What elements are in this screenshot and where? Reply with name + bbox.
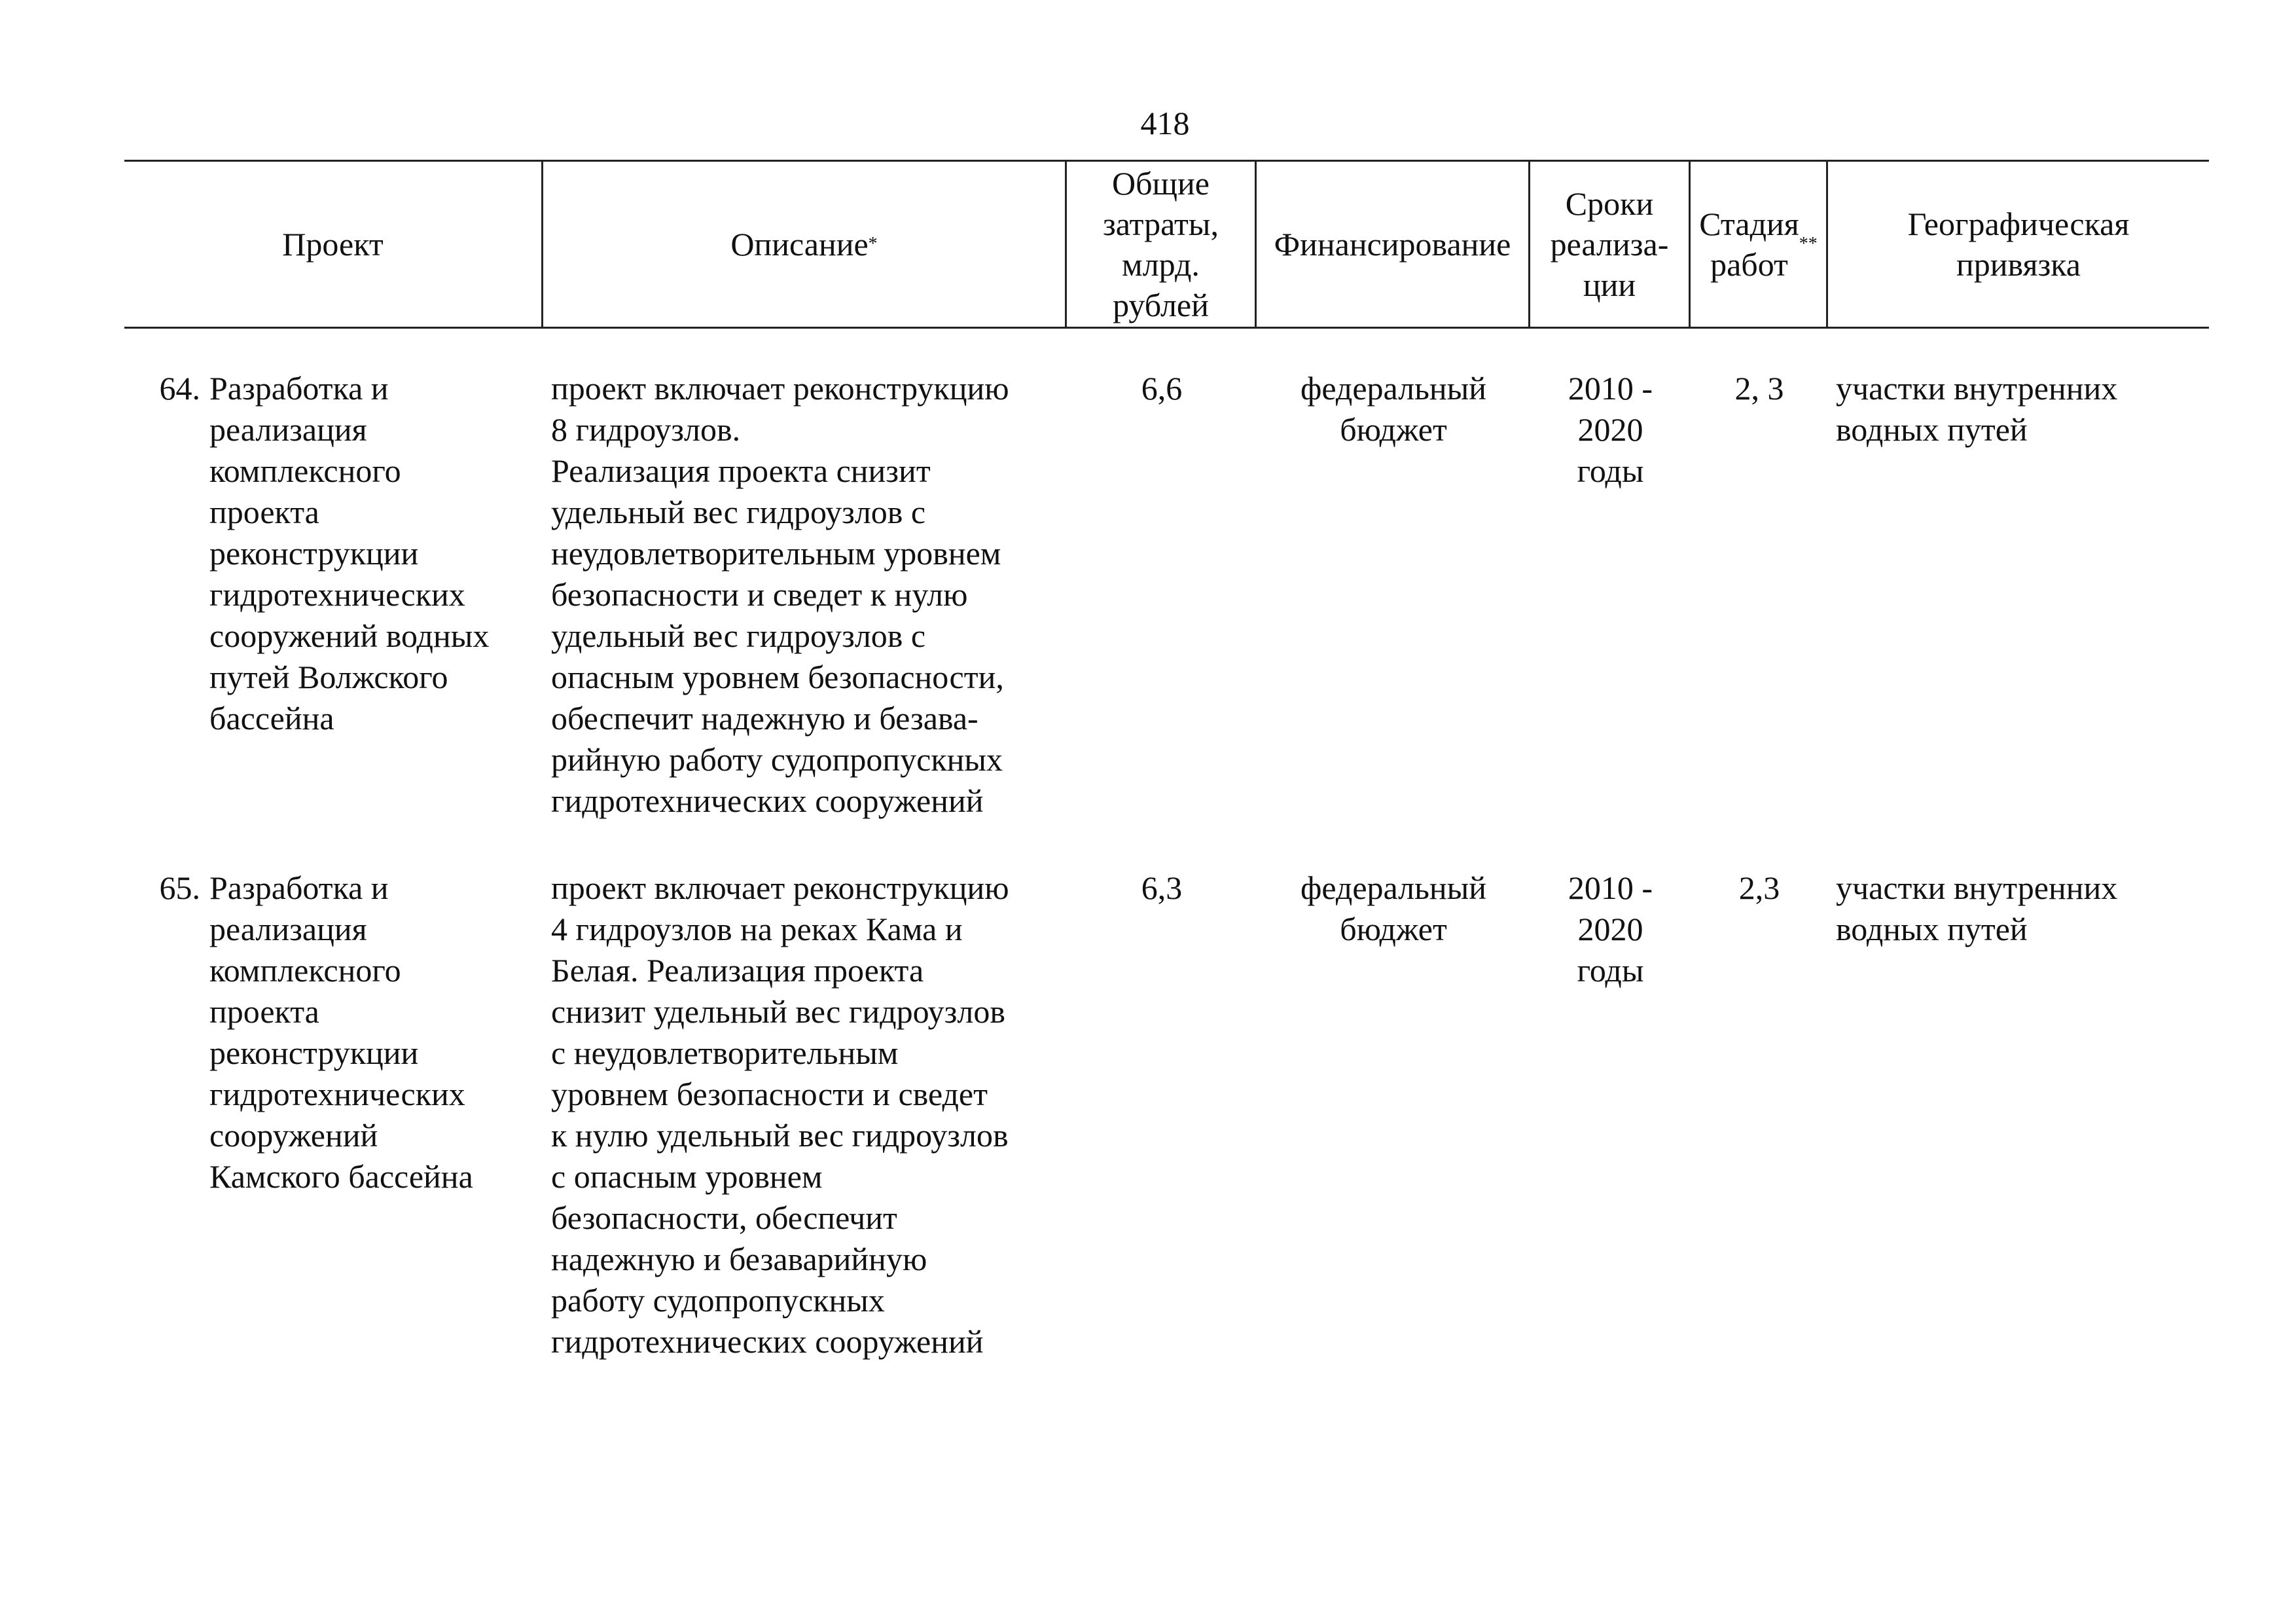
table-row — [124, 867, 2209, 1362]
header-project-label: Проект — [282, 226, 384, 263]
description-cell: проект включает реконструкцию 8 гидроузлов. Реализация проекта снизит удельный вес гидроузлов с неудовлетворительным уровнем безопасности и сведет к нулю удельный вес гидроузлов с опасным уровнем безопасности, обеспечит надежную и безава- рийную работу судопропускных гидротехнических сооружений — [551, 370, 1009, 819]
header-stage: Стадия работ ** — [1691, 162, 1828, 327]
timing-cell: 2010 - 2020 годы — [1568, 869, 1653, 989]
cost-cell: 6,3 — [1141, 869, 1183, 906]
projects-table — [124, 160, 2209, 1362]
project-title: Разработка и реализация комплексного проекта реконструкции гидротехнических сооружений Камского бассейна — [209, 869, 473, 1195]
financing-cell: федеральный бюджет — [1300, 370, 1487, 448]
header-project — [124, 162, 543, 327]
table-row — [124, 368, 2209, 822]
stage-cell: 2,3 — [1738, 869, 1780, 906]
header-geo-label: Географическая привязка — [1907, 206, 2130, 283]
page-number: 418 — [1140, 105, 1190, 141]
header-description: Описание * — [543, 162, 1067, 327]
table-header — [124, 160, 2209, 329]
header-financing-label: Финансирование — [1274, 226, 1511, 263]
header-description-label: Описание — [730, 226, 869, 263]
financing-cell: федеральный бюджет — [1300, 869, 1487, 947]
header-cost — [1067, 162, 1257, 327]
header-stage-label: Стадия работ — [1699, 206, 1799, 283]
stage-cell: 2, 3 — [1734, 370, 1784, 407]
header-geo — [1828, 162, 2209, 327]
geo-cell: участки внутренних водных путей — [1836, 370, 2118, 448]
header-financing — [1257, 162, 1530, 327]
header-cost-label: Общие затраты, млрд. рублей — [1103, 165, 1219, 323]
header-timing — [1530, 162, 1691, 327]
row-number: 64. — [159, 370, 200, 407]
project-cell — [124, 368, 543, 822]
description-cell: проект включает реконструкцию 4 гидроузлов на реках Кама и Белая. Реализация проекта снизит удельный вес гидроузлов с неудовлетворительным уровнем безопасности и сведет к нулю удельный вес гидроузлов с опасным уровнем безопасности, обеспечит надежную и безаварийную работу судопропускных гидротехнических сооружений — [551, 869, 1009, 1360]
header-timing-label: Сроки реализа- ции — [1550, 185, 1669, 303]
project-title: Разработка и реализация комплексного проекта реконструкции гидротехнических сооружений водных путей Волжского бассейна — [209, 370, 490, 737]
project-cell — [124, 867, 543, 1362]
cost-cell: 6,6 — [1141, 370, 1183, 407]
row-number: 65. — [159, 869, 200, 906]
timing-cell: 2010 - 2020 годы — [1568, 370, 1653, 489]
geo-cell: участки внутренних водных путей — [1836, 869, 2118, 947]
